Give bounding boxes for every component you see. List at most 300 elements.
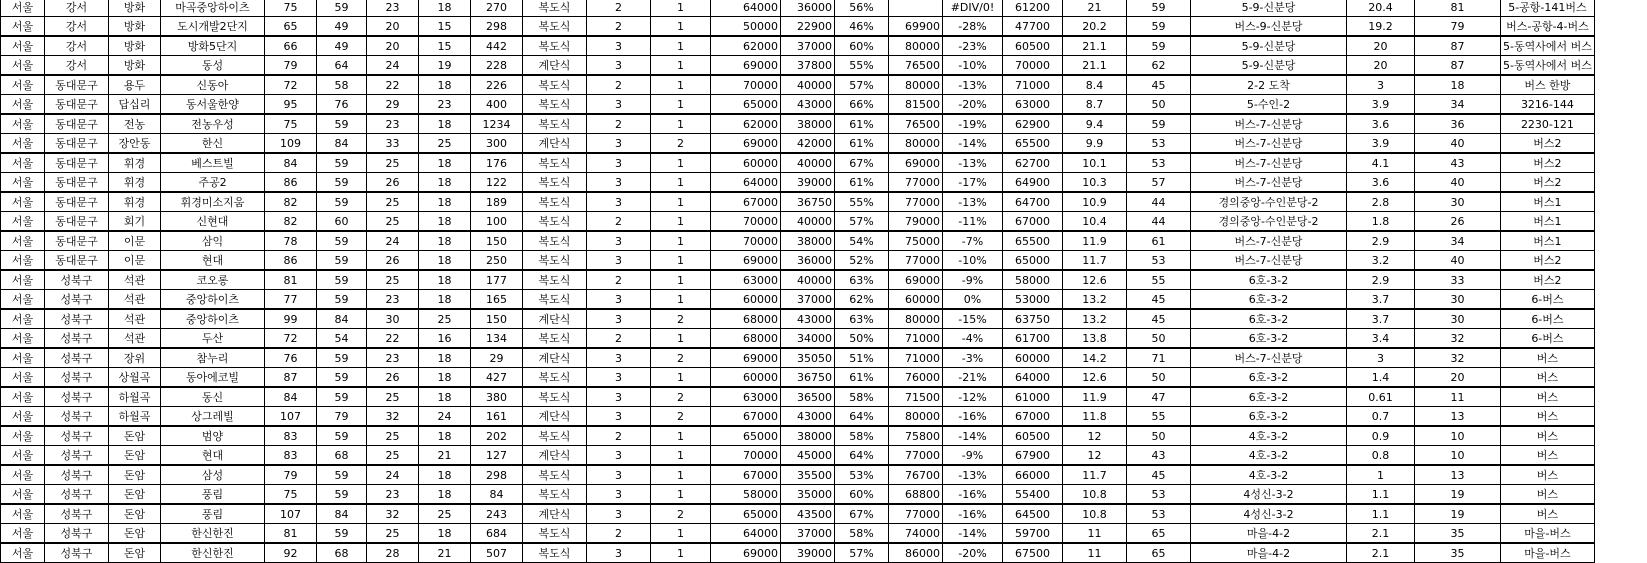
cell-r13-c23[interactable]: 34: [1415, 231, 1501, 251]
cell-r1-c23[interactable]: 81: [1415, 0, 1501, 17]
cell-r10-c24[interactable]: 버스2: [1501, 173, 1595, 193]
cell-r27-c22[interactable]: 1.1: [1347, 504, 1415, 524]
cell-r16-c16[interactable]: 60000: [889, 290, 943, 310]
cell-r2-c15[interactable]: 46%: [835, 17, 889, 37]
cell-r21-c10[interactable]: 복도식: [523, 387, 587, 407]
cell-r29-c1[interactable]: 서울: [1, 543, 45, 563]
cell-r11-c24[interactable]: 버스1: [1501, 192, 1595, 212]
cell-r10-c3[interactable]: 휘경: [109, 173, 161, 193]
cell-r8-c24[interactable]: 버스2: [1501, 134, 1595, 154]
cell-r17-c5[interactable]: 99: [265, 309, 317, 329]
cell-r9-c23[interactable]: 43: [1415, 153, 1501, 173]
cell-r29-c22[interactable]: 2.1: [1347, 543, 1415, 563]
cell-r1-c20[interactable]: 59: [1127, 0, 1191, 17]
cell-r5-c19[interactable]: 8.4: [1063, 75, 1127, 95]
cell-r6-c21[interactable]: 5-수인-2: [1191, 95, 1347, 115]
cell-r15-c14[interactable]: 40000: [781, 270, 835, 290]
cell-r14-c15[interactable]: 52%: [835, 251, 889, 271]
cell-r7-c5[interactable]: 75: [265, 114, 317, 134]
cell-r11-c16[interactable]: 77000: [889, 192, 943, 212]
cell-r14-c14[interactable]: 36000: [781, 251, 835, 271]
cell-r3-c2[interactable]: 강서: [45, 36, 109, 56]
cell-r27-c24[interactable]: 버스: [1501, 504, 1595, 524]
cell-r21-c2[interactable]: 성북구: [45, 387, 109, 407]
cell-r2-c20[interactable]: 59: [1127, 17, 1191, 37]
cell-r10-c1[interactable]: 서울: [1, 173, 45, 193]
cell-r19-c8[interactable]: 18: [419, 348, 471, 368]
cell-r23-c10[interactable]: 복도식: [523, 426, 587, 446]
cell-r6-c12[interactable]: 1: [651, 95, 711, 115]
cell-r21-c5[interactable]: 84: [265, 387, 317, 407]
cell-r26-c7[interactable]: 23: [367, 485, 419, 505]
cell-r1-c1[interactable]: 서울: [1, 0, 45, 17]
cell-r9-c21[interactable]: 버스-7-신분당: [1191, 153, 1347, 173]
cell-r28-c18[interactable]: 59700: [1003, 524, 1063, 544]
cell-r20-c23[interactable]: 20: [1415, 368, 1501, 388]
cell-r9-c19[interactable]: 10.1: [1063, 153, 1127, 173]
cell-r17-c3[interactable]: 석관: [109, 309, 161, 329]
cell-r17-c23[interactable]: 30: [1415, 309, 1501, 329]
cell-r25-c15[interactable]: 53%: [835, 465, 889, 485]
cell-r23-c17[interactable]: -14%: [943, 426, 1003, 446]
cell-r25-c6[interactable]: 59: [317, 465, 367, 485]
cell-r14-c22[interactable]: 3.2: [1347, 251, 1415, 271]
cell-r11-c7[interactable]: 25: [367, 192, 419, 212]
cell-r28-c12[interactable]: 1: [651, 524, 711, 544]
cell-r26-c2[interactable]: 성북구: [45, 485, 109, 505]
cell-r26-c15[interactable]: 60%: [835, 485, 889, 505]
cell-r12-c5[interactable]: 82: [265, 212, 317, 232]
cell-r5-c14[interactable]: 40000: [781, 75, 835, 95]
cell-r24-c13[interactable]: 70000: [711, 446, 781, 466]
cell-r16-c1[interactable]: 서울: [1, 290, 45, 310]
cell-r3-c23[interactable]: 87: [1415, 36, 1501, 56]
cell-r7-c15[interactable]: 61%: [835, 114, 889, 134]
cell-r28-c8[interactable]: 18: [419, 524, 471, 544]
cell-r22-c13[interactable]: 67000: [711, 407, 781, 427]
cell-r17-c10[interactable]: 계단식: [523, 309, 587, 329]
cell-r14-c6[interactable]: 59: [317, 251, 367, 271]
cell-r3-c8[interactable]: 15: [419, 36, 471, 56]
cell-r8-c3[interactable]: 장안동: [109, 134, 161, 154]
cell-r15-c16[interactable]: 69000: [889, 270, 943, 290]
cell-r10-c13[interactable]: 64000: [711, 173, 781, 193]
cell-r20-c7[interactable]: 26: [367, 368, 419, 388]
cell-r25-c4[interactable]: 삼성: [161, 465, 265, 485]
cell-r16-c5[interactable]: 77: [265, 290, 317, 310]
cell-r19-c5[interactable]: 76: [265, 348, 317, 368]
cell-r8-c20[interactable]: 53: [1127, 134, 1191, 154]
cell-r14-c1[interactable]: 서울: [1, 251, 45, 271]
cell-r14-c24[interactable]: 버스2: [1501, 251, 1595, 271]
cell-r13-c19[interactable]: 11.9: [1063, 231, 1127, 251]
cell-r28-c1[interactable]: 서울: [1, 524, 45, 544]
cell-r28-c14[interactable]: 37000: [781, 524, 835, 544]
cell-r18-c19[interactable]: 13.8: [1063, 329, 1127, 349]
cell-r13-c14[interactable]: 38000: [781, 231, 835, 251]
cell-r3-c4[interactable]: 방화5단지: [161, 36, 265, 56]
cell-r25-c8[interactable]: 18: [419, 465, 471, 485]
cell-r9-c1[interactable]: 서울: [1, 153, 45, 173]
cell-r12-c6[interactable]: 60: [317, 212, 367, 232]
cell-r28-c17[interactable]: -14%: [943, 524, 1003, 544]
cell-r13-c2[interactable]: 동대문구: [45, 231, 109, 251]
cell-r13-c13[interactable]: 70000: [711, 231, 781, 251]
cell-r16-c2[interactable]: 성북구: [45, 290, 109, 310]
cell-r13-c24[interactable]: 버스1: [1501, 231, 1595, 251]
cell-r26-c9[interactable]: 84: [471, 485, 523, 505]
cell-r3-c5[interactable]: 66: [265, 36, 317, 56]
cell-r12-c1[interactable]: 서울: [1, 212, 45, 232]
cell-r4-c9[interactable]: 228: [471, 56, 523, 76]
cell-r26-c23[interactable]: 19: [1415, 485, 1501, 505]
cell-r26-c10[interactable]: 복도식: [523, 485, 587, 505]
cell-r5-c5[interactable]: 72: [265, 75, 317, 95]
cell-r26-c19[interactable]: 10.8: [1063, 485, 1127, 505]
cell-r18-c22[interactable]: 3.4: [1347, 329, 1415, 349]
cell-r14-c8[interactable]: 18: [419, 251, 471, 271]
cell-r23-c21[interactable]: 4호-3-2: [1191, 426, 1347, 446]
cell-r2-c6[interactable]: 49: [317, 17, 367, 37]
cell-r11-c9[interactable]: 189: [471, 192, 523, 212]
cell-r7-c6[interactable]: 59: [317, 114, 367, 134]
cell-r19-c2[interactable]: 성북구: [45, 348, 109, 368]
cell-r17-c22[interactable]: 3.7: [1347, 309, 1415, 329]
cell-r4-c22[interactable]: 20: [1347, 56, 1415, 76]
cell-r5-c11[interactable]: 2: [587, 75, 651, 95]
cell-r7-c17[interactable]: -19%: [943, 114, 1003, 134]
cell-r29-c21[interactable]: 마을-4-2: [1191, 543, 1347, 563]
cell-r9-c4[interactable]: 베스트빌: [161, 153, 265, 173]
cell-r26-c1[interactable]: 서울: [1, 485, 45, 505]
cell-r23-c8[interactable]: 18: [419, 426, 471, 446]
cell-r16-c14[interactable]: 37000: [781, 290, 835, 310]
cell-r28-c16[interactable]: 74000: [889, 524, 943, 544]
cell-r14-c19[interactable]: 11.7: [1063, 251, 1127, 271]
cell-r20-c2[interactable]: 성북구: [45, 368, 109, 388]
cell-r2-c11[interactable]: 2: [587, 17, 651, 37]
cell-r18-c16[interactable]: 71000: [889, 329, 943, 349]
cell-r23-c13[interactable]: 65000: [711, 426, 781, 446]
cell-r13-c10[interactable]: 복도식: [523, 231, 587, 251]
cell-r24-c3[interactable]: 돈암: [109, 446, 161, 466]
cell-r24-c17[interactable]: -9%: [943, 446, 1003, 466]
cell-r17-c8[interactable]: 25: [419, 309, 471, 329]
cell-r13-c12[interactable]: 1: [651, 231, 711, 251]
cell-r1-c2[interactable]: 강서: [45, 0, 109, 17]
cell-r21-c17[interactable]: -12%: [943, 387, 1003, 407]
cell-r23-c24[interactable]: 버스: [1501, 426, 1595, 446]
cell-r25-c17[interactable]: -13%: [943, 465, 1003, 485]
cell-r2-c9[interactable]: 298: [471, 17, 523, 37]
cell-r16-c11[interactable]: 3: [587, 290, 651, 310]
cell-r22-c1[interactable]: 서울: [1, 407, 45, 427]
cell-r15-c20[interactable]: 55: [1127, 270, 1191, 290]
cell-r26-c3[interactable]: 돈암: [109, 485, 161, 505]
cell-r26-c6[interactable]: 59: [317, 485, 367, 505]
cell-r21-c19[interactable]: 11.9: [1063, 387, 1127, 407]
cell-r19-c21[interactable]: 버스-7-신분당: [1191, 348, 1347, 368]
cell-r4-c6[interactable]: 64: [317, 56, 367, 76]
cell-r12-c2[interactable]: 동대문구: [45, 212, 109, 232]
cell-r5-c6[interactable]: 58: [317, 75, 367, 95]
cell-r8-c5[interactable]: 109: [265, 134, 317, 154]
cell-r7-c14[interactable]: 38000: [781, 114, 835, 134]
cell-r28-c13[interactable]: 64000: [711, 524, 781, 544]
cell-r5-c21[interactable]: 2-2 도착: [1191, 75, 1347, 95]
cell-r12-c10[interactable]: 복도식: [523, 212, 587, 232]
cell-r12-c24[interactable]: 버스1: [1501, 212, 1595, 232]
cell-r16-c24[interactable]: 6-버스: [1501, 290, 1595, 310]
cell-r9-c18[interactable]: 62700: [1003, 153, 1063, 173]
cell-r1-c4[interactable]: 마곡중앙하이츠: [161, 0, 265, 17]
cell-r24-c9[interactable]: 127: [471, 446, 523, 466]
cell-r27-c3[interactable]: 돈암: [109, 504, 161, 524]
cell-r4-c7[interactable]: 24: [367, 56, 419, 76]
cell-r22-c3[interactable]: 하월곡: [109, 407, 161, 427]
cell-r19-c24[interactable]: 버스: [1501, 348, 1595, 368]
cell-r16-c13[interactable]: 60000: [711, 290, 781, 310]
cell-r10-c17[interactable]: -17%: [943, 173, 1003, 193]
cell-r11-c14[interactable]: 36750: [781, 192, 835, 212]
cell-r7-c21[interactable]: 버스-7-신분당: [1191, 114, 1347, 134]
cell-r7-c19[interactable]: 9.4: [1063, 114, 1127, 134]
cell-r29-c14[interactable]: 39000: [781, 543, 835, 563]
cell-r29-c6[interactable]: 68: [317, 543, 367, 563]
cell-r5-c23[interactable]: 18: [1415, 75, 1501, 95]
cell-r11-c15[interactable]: 55%: [835, 192, 889, 212]
cell-r18-c1[interactable]: 서울: [1, 329, 45, 349]
cell-r29-c13[interactable]: 69000: [711, 543, 781, 563]
cell-r21-c12[interactable]: 2: [651, 387, 711, 407]
cell-r5-c24[interactable]: 버스 한방: [1501, 75, 1595, 95]
cell-r4-c12[interactable]: 1: [651, 56, 711, 76]
cell-r22-c20[interactable]: 55: [1127, 407, 1191, 427]
cell-r9-c20[interactable]: 53: [1127, 153, 1191, 173]
cell-r14-c17[interactable]: -10%: [943, 251, 1003, 271]
cell-r5-c4[interactable]: 신동아: [161, 75, 265, 95]
cell-r25-c10[interactable]: 복도식: [523, 465, 587, 485]
cell-r25-c11[interactable]: 3: [587, 465, 651, 485]
cell-r4-c5[interactable]: 79: [265, 56, 317, 76]
cell-r1-c12[interactable]: 1: [651, 0, 711, 17]
cell-r27-c23[interactable]: 19: [1415, 504, 1501, 524]
cell-r19-c17[interactable]: -3%: [943, 348, 1003, 368]
cell-r11-c10[interactable]: 복도식: [523, 192, 587, 212]
cell-r15-c18[interactable]: 58000: [1003, 270, 1063, 290]
cell-r10-c19[interactable]: 10.3: [1063, 173, 1127, 193]
cell-r26-c17[interactable]: -16%: [943, 485, 1003, 505]
cell-r19-c1[interactable]: 서울: [1, 348, 45, 368]
cell-r4-c1[interactable]: 서울: [1, 56, 45, 76]
cell-r12-c14[interactable]: 40000: [781, 212, 835, 232]
cell-r8-c12[interactable]: 2: [651, 134, 711, 154]
cell-r27-c17[interactable]: -16%: [943, 504, 1003, 524]
cell-r17-c24[interactable]: 6-버스: [1501, 309, 1595, 329]
cell-r23-c2[interactable]: 성북구: [45, 426, 109, 446]
cell-r11-c5[interactable]: 82: [265, 192, 317, 212]
cell-r24-c23[interactable]: 10: [1415, 446, 1501, 466]
cell-r11-c21[interactable]: 경의중앙-수인분당-2: [1191, 192, 1347, 212]
cell-r16-c20[interactable]: 45: [1127, 290, 1191, 310]
cell-r13-c15[interactable]: 54%: [835, 231, 889, 251]
cell-r28-c20[interactable]: 65: [1127, 524, 1191, 544]
cell-r25-c18[interactable]: 66000: [1003, 465, 1063, 485]
cell-r27-c11[interactable]: 3: [587, 504, 651, 524]
cell-r29-c19[interactable]: 11: [1063, 543, 1127, 563]
cell-r11-c23[interactable]: 30: [1415, 192, 1501, 212]
cell-r5-c1[interactable]: 서울: [1, 75, 45, 95]
cell-r28-c11[interactable]: 2: [587, 524, 651, 544]
cell-r21-c21[interactable]: 6호-3-2: [1191, 387, 1347, 407]
cell-r14-c13[interactable]: 69000: [711, 251, 781, 271]
cell-r21-c7[interactable]: 25: [367, 387, 419, 407]
cell-r24-c15[interactable]: 64%: [835, 446, 889, 466]
cell-r22-c8[interactable]: 24: [419, 407, 471, 427]
cell-r18-c4[interactable]: 두산: [161, 329, 265, 349]
cell-r26-c4[interactable]: 풍림: [161, 485, 265, 505]
cell-r22-c5[interactable]: 107: [265, 407, 317, 427]
cell-r3-c20[interactable]: 59: [1127, 36, 1191, 56]
cell-r14-c12[interactable]: 1: [651, 251, 711, 271]
cell-r6-c1[interactable]: 서울: [1, 95, 45, 115]
cell-r6-c2[interactable]: 동대문구: [45, 95, 109, 115]
cell-r27-c21[interactable]: 4성신-3-2: [1191, 504, 1347, 524]
cell-r23-c5[interactable]: 83: [265, 426, 317, 446]
cell-r20-c15[interactable]: 61%: [835, 368, 889, 388]
cell-r24-c11[interactable]: 3: [587, 446, 651, 466]
cell-r17-c11[interactable]: 3: [587, 309, 651, 329]
cell-r2-c14[interactable]: 22900: [781, 17, 835, 37]
cell-r22-c21[interactable]: 6호-3-2: [1191, 407, 1347, 427]
cell-r22-c19[interactable]: 11.8: [1063, 407, 1127, 427]
cell-r5-c17[interactable]: -13%: [943, 75, 1003, 95]
cell-r20-c16[interactable]: 76000: [889, 368, 943, 388]
cell-r15-c1[interactable]: 서울: [1, 270, 45, 290]
cell-r22-c15[interactable]: 64%: [835, 407, 889, 427]
cell-r29-c3[interactable]: 돈암: [109, 543, 161, 563]
cell-r6-c22[interactable]: 3.9: [1347, 95, 1415, 115]
cell-r22-c16[interactable]: 80000: [889, 407, 943, 427]
cell-r13-c9[interactable]: 150: [471, 231, 523, 251]
cell-r8-c4[interactable]: 한신: [161, 134, 265, 154]
cell-r7-c3[interactable]: 전농: [109, 114, 161, 134]
cell-r6-c18[interactable]: 63000: [1003, 95, 1063, 115]
cell-r17-c13[interactable]: 68000: [711, 309, 781, 329]
cell-r26-c8[interactable]: 18: [419, 485, 471, 505]
cell-r29-c4[interactable]: 한신한진: [161, 543, 265, 563]
cell-r22-c12[interactable]: 2: [651, 407, 711, 427]
cell-r22-c7[interactable]: 32: [367, 407, 419, 427]
cell-r22-c2[interactable]: 성북구: [45, 407, 109, 427]
cell-r15-c13[interactable]: 63000: [711, 270, 781, 290]
cell-r7-c9[interactable]: 1234: [471, 114, 523, 134]
cell-r21-c16[interactable]: 71500: [889, 387, 943, 407]
cell-r15-c15[interactable]: 63%: [835, 270, 889, 290]
cell-r20-c21[interactable]: 6호-3-2: [1191, 368, 1347, 388]
cell-r1-c5[interactable]: 75: [265, 0, 317, 17]
cell-r24-c24[interactable]: 버스: [1501, 446, 1595, 466]
cell-r18-c10[interactable]: 복도식: [523, 329, 587, 349]
cell-r2-c1[interactable]: 서울: [1, 17, 45, 37]
cell-r8-c17[interactable]: -14%: [943, 134, 1003, 154]
cell-r12-c23[interactable]: 26: [1415, 212, 1501, 232]
cell-r14-c5[interactable]: 86: [265, 251, 317, 271]
cell-r21-c6[interactable]: 59: [317, 387, 367, 407]
cell-r13-c11[interactable]: 3: [587, 231, 651, 251]
cell-r8-c15[interactable]: 61%: [835, 134, 889, 154]
cell-r11-c19[interactable]: 10.9: [1063, 192, 1127, 212]
cell-r7-c12[interactable]: 1: [651, 114, 711, 134]
cell-r13-c5[interactable]: 78: [265, 231, 317, 251]
cell-r21-c11[interactable]: 3: [587, 387, 651, 407]
cell-r17-c6[interactable]: 84: [317, 309, 367, 329]
cell-r6-c8[interactable]: 23: [419, 95, 471, 115]
cell-r23-c6[interactable]: 59: [317, 426, 367, 446]
cell-r14-c2[interactable]: 동대문구: [45, 251, 109, 271]
cell-r21-c3[interactable]: 하월곡: [109, 387, 161, 407]
cell-r11-c1[interactable]: 서울: [1, 192, 45, 212]
cell-r1-c19[interactable]: 21: [1063, 0, 1127, 17]
cell-r10-c12[interactable]: 1: [651, 173, 711, 193]
cell-r15-c12[interactable]: 1: [651, 270, 711, 290]
cell-r2-c8[interactable]: 15: [419, 17, 471, 37]
cell-r6-c10[interactable]: 복도식: [523, 95, 587, 115]
cell-r27-c6[interactable]: 84: [317, 504, 367, 524]
cell-r24-c18[interactable]: 67900: [1003, 446, 1063, 466]
cell-r27-c1[interactable]: 서울: [1, 504, 45, 524]
cell-r16-c18[interactable]: 53000: [1003, 290, 1063, 310]
cell-r7-c4[interactable]: 전농우성: [161, 114, 265, 134]
cell-r17-c12[interactable]: 2: [651, 309, 711, 329]
cell-r29-c18[interactable]: 67500: [1003, 543, 1063, 563]
cell-r6-c5[interactable]: 95: [265, 95, 317, 115]
cell-r3-c18[interactable]: 60500: [1003, 36, 1063, 56]
cell-r3-c19[interactable]: 21.1: [1063, 36, 1127, 56]
cell-r25-c5[interactable]: 79: [265, 465, 317, 485]
cell-r15-c24[interactable]: 버스2: [1501, 270, 1595, 290]
cell-r29-c9[interactable]: 507: [471, 543, 523, 563]
cell-r12-c12[interactable]: 1: [651, 212, 711, 232]
cell-r29-c12[interactable]: 1: [651, 543, 711, 563]
cell-r2-c2[interactable]: 강서: [45, 17, 109, 37]
cell-r1-c24[interactable]: 5-공항-141버스: [1501, 0, 1595, 17]
cell-r25-c9[interactable]: 298: [471, 465, 523, 485]
cell-r25-c7[interactable]: 24: [367, 465, 419, 485]
cell-r22-c22[interactable]: 0.7: [1347, 407, 1415, 427]
cell-r26-c18[interactable]: 55400: [1003, 485, 1063, 505]
cell-r8-c13[interactable]: 69000: [711, 134, 781, 154]
cell-r14-c16[interactable]: 77000: [889, 251, 943, 271]
cell-r6-c19[interactable]: 8.7: [1063, 95, 1127, 115]
cell-r21-c20[interactable]: 47: [1127, 387, 1191, 407]
cell-r20-c14[interactable]: 36750: [781, 368, 835, 388]
cell-r18-c2[interactable]: 성북구: [45, 329, 109, 349]
cell-r20-c3[interactable]: 상월곡: [109, 368, 161, 388]
cell-r23-c16[interactable]: 75800: [889, 426, 943, 446]
cell-r21-c18[interactable]: 61000: [1003, 387, 1063, 407]
cell-r25-c23[interactable]: 13: [1415, 465, 1501, 485]
cell-r23-c3[interactable]: 돈암: [109, 426, 161, 446]
cell-r24-c8[interactable]: 21: [419, 446, 471, 466]
cell-r27-c2[interactable]: 성북구: [45, 504, 109, 524]
cell-r24-c7[interactable]: 25: [367, 446, 419, 466]
cell-r14-c11[interactable]: 3: [587, 251, 651, 271]
cell-r16-c4[interactable]: 중앙하이츠: [161, 290, 265, 310]
cell-r19-c7[interactable]: 23: [367, 348, 419, 368]
cell-r10-c7[interactable]: 26: [367, 173, 419, 193]
cell-r23-c20[interactable]: 50: [1127, 426, 1191, 446]
